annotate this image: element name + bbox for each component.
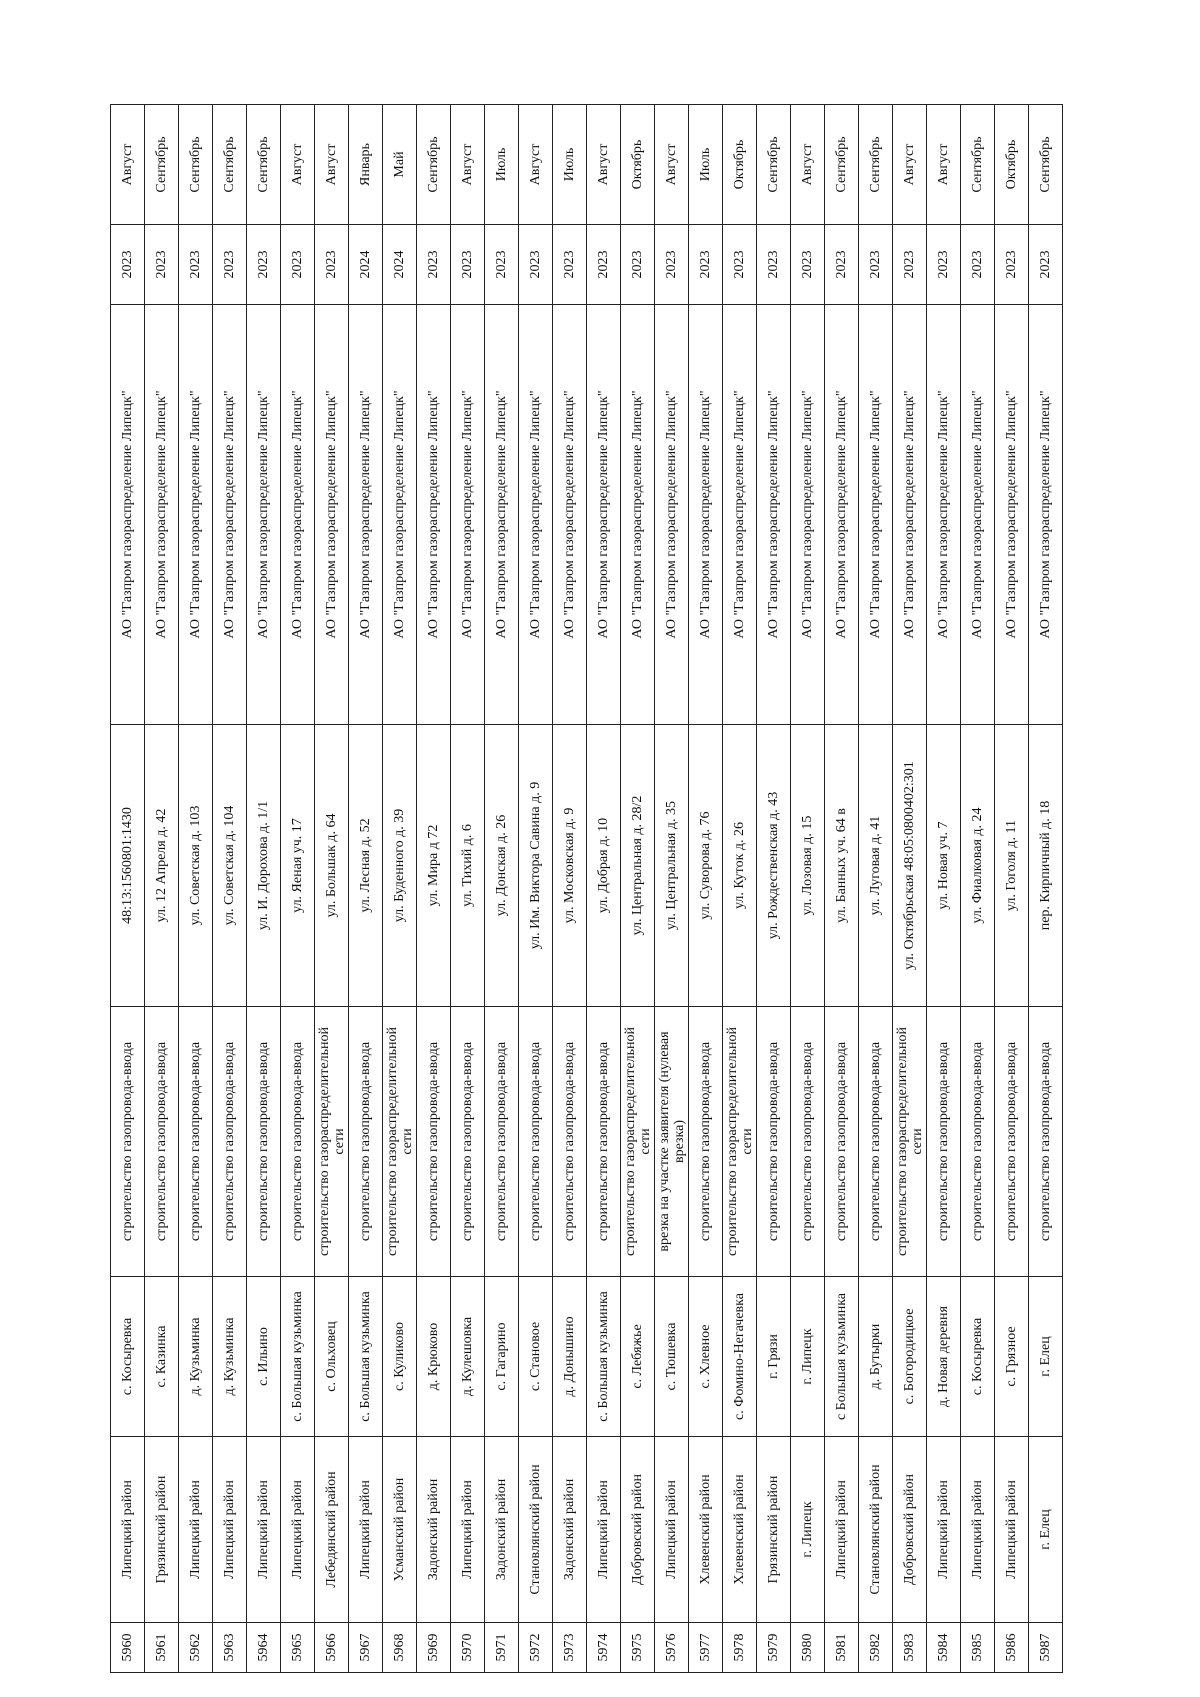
month-cell: Август — [893, 105, 927, 225]
district-cell: Усманский район — [383, 1437, 417, 1623]
address-cell: ул. И. Дорохова д. 1/1 — [247, 725, 281, 1007]
district-cell: Грязинский район — [757, 1437, 791, 1623]
work-type-cell: строительство газопровода-ввода — [519, 1007, 553, 1277]
table-row — [451, 105, 485, 1673]
table-row — [825, 105, 859, 1673]
address-cell: ул. Тихий д. 6 — [451, 725, 485, 1007]
row-number-cell: 5981 — [825, 1623, 859, 1673]
work-type-cell: строительство газопровода-ввода — [961, 1007, 995, 1277]
row-number-cell: 5987 — [1029, 1623, 1063, 1673]
table-row — [587, 105, 621, 1673]
month-cell: Август — [281, 105, 315, 225]
table-row — [757, 105, 791, 1673]
work-type-cell: строительство газопровода-ввода — [825, 1007, 859, 1277]
organization-cell: АО "Газпром газораспределение Липецк" — [485, 305, 519, 725]
district-cell: Задонский район — [417, 1437, 451, 1623]
month-cell: Октябрь — [621, 105, 655, 225]
district-cell: Добровский район — [621, 1437, 655, 1623]
locality-cell: с. Ольховец — [315, 1277, 349, 1437]
locality-cell: с. Большая кузьминка — [281, 1277, 315, 1437]
district-cell: Липецкий район — [825, 1437, 859, 1623]
month-cell: Сентябрь — [961, 105, 995, 225]
address-cell: пер. Кирпичный д. 18 — [1029, 725, 1063, 1007]
address-cell: ул. Рождественская д. 43 — [757, 725, 791, 1007]
row-number-cell: 5983 — [893, 1623, 927, 1673]
work-type-cell: строительство газопровода-ввода — [995, 1007, 1029, 1277]
work-type-cell: строительство газораспределительной сети — [893, 1007, 927, 1277]
district-cell: Грязинский район — [145, 1437, 179, 1623]
row-number-cell: 5976 — [655, 1623, 689, 1673]
district-cell: Лебедянский район — [315, 1437, 349, 1623]
locality-cell: с. Большая кузьминка — [349, 1277, 383, 1437]
locality-cell: с. Ильино — [247, 1277, 281, 1437]
organization-cell: АО "Газпром газораспределение Липецк" — [655, 305, 689, 725]
row-number-cell: 5986 — [995, 1623, 1029, 1673]
table-row — [349, 105, 383, 1673]
month-cell: Август — [927, 105, 961, 225]
row-number-cell: 5973 — [553, 1623, 587, 1673]
row-number-cell: 5982 — [859, 1623, 893, 1673]
table-row — [485, 105, 519, 1673]
organization-cell: АО "Газпром газораспределение Липецк" — [519, 305, 553, 725]
month-cell: Январь — [349, 105, 383, 225]
year-cell: 2023 — [689, 225, 723, 305]
district-cell: Липецкий район — [349, 1437, 383, 1623]
address-cell: ул. Московская д. 9 — [553, 725, 587, 1007]
organization-cell: АО "Газпром газораспределение Липецк" — [791, 305, 825, 725]
table-row — [383, 105, 417, 1673]
year-cell: 2023 — [723, 225, 757, 305]
table-row — [859, 105, 893, 1673]
table-body — [111, 105, 1063, 1673]
row-number-cell: 5961 — [145, 1623, 179, 1673]
organization-cell: АО "Газпром газораспределение Липецк" — [961, 305, 995, 725]
year-cell: 2023 — [451, 225, 485, 305]
row-number-cell: 5964 — [247, 1623, 281, 1673]
organization-cell: АО "Газпром газораспределение Липецк" — [723, 305, 757, 725]
locality-cell: д. Кузьминка — [179, 1277, 213, 1437]
district-cell: Липецкий район — [213, 1437, 247, 1623]
year-cell: 2023 — [315, 225, 349, 305]
row-number-cell: 5972 — [519, 1623, 553, 1673]
table-row — [519, 105, 553, 1673]
address-cell: ул. Луговая д. 41 — [859, 725, 893, 1007]
table-row — [111, 105, 145, 1673]
month-cell: Июль — [485, 105, 519, 225]
work-type-cell: строительство газопровода-ввода — [417, 1007, 451, 1277]
table-row — [281, 105, 315, 1673]
year-cell: 2023 — [893, 225, 927, 305]
organization-cell: АО "Газпром газораспределение Липецк" — [451, 305, 485, 725]
year-cell: 2023 — [281, 225, 315, 305]
year-cell: 2023 — [587, 225, 621, 305]
year-cell: 2023 — [791, 225, 825, 305]
address-cell: ул. Советская д. 103 — [179, 725, 213, 1007]
year-cell: 2023 — [485, 225, 519, 305]
locality-cell: д. Крюково — [417, 1277, 451, 1437]
work-type-cell: строительство газопровода-ввода — [281, 1007, 315, 1277]
table-row — [893, 105, 927, 1673]
district-cell: г. Елец — [1029, 1437, 1063, 1623]
address-cell: ул. 12 Апреля д. 42 — [145, 725, 179, 1007]
month-cell: Август — [451, 105, 485, 225]
organization-cell: АО "Газпром газораспределение Липецк" — [927, 305, 961, 725]
month-cell: Октябрь — [995, 105, 1029, 225]
locality-cell: с. Гагарино — [485, 1277, 519, 1437]
organization-cell: АО "Газпром газораспределение Липецк" — [247, 305, 281, 725]
organization-cell: АО "Газпром газораспределение Липецк" — [383, 305, 417, 725]
table-row — [791, 105, 825, 1673]
work-type-cell: строительство газопровода-ввода — [791, 1007, 825, 1277]
district-cell: Липецкий район — [111, 1437, 145, 1623]
locality-cell: д. Бутырки — [859, 1277, 893, 1437]
table-row — [927, 105, 961, 1673]
address-cell: ул. Мира д 72 — [417, 725, 451, 1007]
month-cell: Август — [111, 105, 145, 225]
table-row — [315, 105, 349, 1673]
row-number-cell: 5968 — [383, 1623, 417, 1673]
year-cell: 2023 — [927, 225, 961, 305]
locality-cell: с. Фомино-Негачевка — [723, 1277, 757, 1437]
row-number-cell: 5971 — [485, 1623, 519, 1673]
organization-cell: АО "Газпром газораспределение Липецк" — [179, 305, 213, 725]
month-cell: Сентябрь — [247, 105, 281, 225]
locality-cell: с. Тюшевка — [655, 1277, 689, 1437]
year-cell: 2023 — [655, 225, 689, 305]
address-cell: ул. Лозовая д. 15 — [791, 725, 825, 1007]
address-cell: ул. Центральная д. 35 — [655, 725, 689, 1007]
locality-cell: с. Казинка — [145, 1277, 179, 1437]
work-type-cell: строительство газораспределительной сети — [723, 1007, 757, 1277]
month-cell: Август — [315, 105, 349, 225]
organization-cell: АО "Газпром газораспределение Липецк" — [621, 305, 655, 725]
year-cell: 2023 — [621, 225, 655, 305]
work-type-cell: строительство газопровода-ввода — [145, 1007, 179, 1277]
district-cell: Хлевенский район — [689, 1437, 723, 1623]
work-type-cell: строительство газопровода-ввода — [485, 1007, 519, 1277]
address-cell: ул. Советская д. 104 — [213, 725, 247, 1007]
organization-cell: АО "Газпром газораспределение Липецк" — [213, 305, 247, 725]
district-cell: Липецкий район — [587, 1437, 621, 1623]
month-cell: Сентябрь — [1029, 105, 1063, 225]
address-cell: ул. Суворова д. 76 — [689, 725, 723, 1007]
year-cell: 2023 — [417, 225, 451, 305]
locality-cell: с. Лебяжье — [621, 1277, 655, 1437]
district-cell: Липецкий район — [179, 1437, 213, 1623]
locality-cell: с. Большая кузьминка — [587, 1277, 621, 1437]
work-type-cell: строительство газопровода-ввода — [757, 1007, 791, 1277]
work-type-cell: врезка на участке заявителя (нулевая врезка) — [655, 1007, 689, 1277]
rotated-table-wrapper — [110, 105, 1063, 1673]
locality-cell: с. Становое — [519, 1277, 553, 1437]
year-cell: 2023 — [825, 225, 859, 305]
month-cell: Август — [519, 105, 553, 225]
address-cell: ул. Большак д. 64 — [315, 725, 349, 1007]
district-cell: Хлевенский район — [723, 1437, 757, 1623]
table-row — [553, 105, 587, 1673]
address-cell: ул. Новая уч. 7 — [927, 725, 961, 1007]
row-number-cell: 5965 — [281, 1623, 315, 1673]
work-type-cell: строительство газопровода-ввода — [553, 1007, 587, 1277]
organization-cell: АО "Газпром газораспределение Липецк" — [417, 305, 451, 725]
organization-cell: АО "Газпром газораспределение Липецк" — [281, 305, 315, 725]
organization-cell: АО "Газпром газораспределение Липецк" — [1029, 305, 1063, 725]
locality-cell: с. Грязное — [995, 1277, 1029, 1437]
table-row — [145, 105, 179, 1673]
address-cell: ул. Им. Виктора Савина д. 9 — [519, 725, 553, 1007]
address-cell: ул. Буденного д. 39 — [383, 725, 417, 1007]
table-row — [961, 105, 995, 1673]
address-cell: ул. Добрая д. 10 — [587, 725, 621, 1007]
year-cell: 2023 — [213, 225, 247, 305]
work-type-cell: строительство газораспределительной сети — [315, 1007, 349, 1277]
month-cell: Сентябрь — [757, 105, 791, 225]
month-cell: Июль — [553, 105, 587, 225]
work-type-cell: строительство газопровода-ввода — [213, 1007, 247, 1277]
gasification-schedule-table — [110, 104, 1063, 1673]
district-cell: Становлянский район — [859, 1437, 893, 1623]
district-cell: Задонский район — [553, 1437, 587, 1623]
locality-cell: с Большая кузьминка — [825, 1277, 859, 1437]
table-row — [995, 105, 1029, 1673]
month-cell: Октябрь — [723, 105, 757, 225]
table-row — [179, 105, 213, 1673]
work-type-cell: строительство газопровода-ввода — [349, 1007, 383, 1277]
month-cell: Сентябрь — [179, 105, 213, 225]
row-number-cell: 5979 — [757, 1623, 791, 1673]
row-number-cell: 5977 — [689, 1623, 723, 1673]
district-cell: Становлянский район — [519, 1437, 553, 1623]
year-cell: 2023 — [553, 225, 587, 305]
table-row — [723, 105, 757, 1673]
district-cell: г. Липецк — [791, 1437, 825, 1623]
month-cell: Июль — [689, 105, 723, 225]
work-type-cell: строительство газораспределительной сети — [621, 1007, 655, 1277]
organization-cell: АО "Газпром газораспределение Липецк" — [689, 305, 723, 725]
month-cell: Сентябрь — [213, 105, 247, 225]
organization-cell: АО "Газпром газораспределение Липецк" — [553, 305, 587, 725]
district-cell: Липецкий район — [281, 1437, 315, 1623]
year-cell: 2024 — [383, 225, 417, 305]
month-cell: Май — [383, 105, 417, 225]
year-cell: 2024 — [349, 225, 383, 305]
row-number-cell: 5962 — [179, 1623, 213, 1673]
locality-cell: с. Хлевное — [689, 1277, 723, 1437]
address-cell: ул. Фиалковая д. 24 — [961, 725, 995, 1007]
year-cell: 2023 — [961, 225, 995, 305]
table-row — [1029, 105, 1063, 1673]
table-row — [621, 105, 655, 1673]
year-cell: 2023 — [519, 225, 553, 305]
address-cell: ул. Донская д. 26 — [485, 725, 519, 1007]
district-cell: Липецкий район — [927, 1437, 961, 1623]
organization-cell: АО "Газпром газораспределение Липецк" — [587, 305, 621, 725]
row-number-cell: 5960 — [111, 1623, 145, 1673]
row-number-cell: 5963 — [213, 1623, 247, 1673]
district-cell: Липецкий район — [451, 1437, 485, 1623]
year-cell: 2023 — [859, 225, 893, 305]
work-type-cell: строительство газопровода-ввода — [1029, 1007, 1063, 1277]
locality-cell: г. Липецк — [791, 1277, 825, 1437]
year-cell: 2023 — [247, 225, 281, 305]
row-number-cell: 5974 — [587, 1623, 621, 1673]
year-cell: 2023 — [111, 225, 145, 305]
organization-cell: АО "Газпром газораспределение Липецк" — [893, 305, 927, 725]
locality-cell: г. Елец — [1029, 1277, 1063, 1437]
month-cell: Август — [791, 105, 825, 225]
work-type-cell: строительство газопровода-ввода — [859, 1007, 893, 1277]
address-cell: ул. Октябрьская 48:05:0800402:301 — [893, 725, 927, 1007]
row-number-cell: 5969 — [417, 1623, 451, 1673]
locality-cell: д. Новая деревня — [927, 1277, 961, 1437]
address-cell: 48:13:1560801:1430 — [111, 725, 145, 1007]
locality-cell: с. Косыревка — [961, 1277, 995, 1437]
row-number-cell: 5978 — [723, 1623, 757, 1673]
work-type-cell: строительство газопровода-ввода — [451, 1007, 485, 1277]
work-type-cell: строительство газопровода-ввода — [689, 1007, 723, 1277]
locality-cell: д. Кулешовка — [451, 1277, 485, 1437]
locality-cell: с. Богородицкое — [893, 1277, 927, 1437]
address-cell: ул. Куток д. 26 — [723, 725, 757, 1007]
row-number-cell: 5985 — [961, 1623, 995, 1673]
locality-cell: г. Грязи — [757, 1277, 791, 1437]
table-row — [417, 105, 451, 1673]
table-row — [689, 105, 723, 1673]
month-cell: Сентябрь — [417, 105, 451, 225]
table-row — [213, 105, 247, 1673]
address-cell: ул. Гоголя д. 11 — [995, 725, 1029, 1007]
district-cell: Добровский район — [893, 1437, 927, 1623]
work-type-cell: строительство газопровода-ввода — [927, 1007, 961, 1277]
district-cell: Липецкий район — [995, 1437, 1029, 1623]
table-row — [655, 105, 689, 1673]
year-cell: 2023 — [1029, 225, 1063, 305]
work-type-cell: строительство газопровода-ввода — [587, 1007, 621, 1277]
row-number-cell: 5984 — [927, 1623, 961, 1673]
month-cell: Сентябрь — [145, 105, 179, 225]
month-cell: Сентябрь — [859, 105, 893, 225]
month-cell: Август — [587, 105, 621, 225]
address-cell: ул. Банных уч. 64 в — [825, 725, 859, 1007]
year-cell: 2023 — [995, 225, 1029, 305]
organization-cell: АО "Газпром газораспределение Липецк" — [995, 305, 1029, 725]
work-type-cell: строительство газораспределительной сети — [383, 1007, 417, 1277]
district-cell: Липецкий район — [961, 1437, 995, 1623]
organization-cell: АО "Газпром газораспределение Липецк" — [859, 305, 893, 725]
organization-cell: АО "Газпром газораспределение Липецк" — [757, 305, 791, 725]
locality-cell: д. Донышино — [553, 1277, 587, 1437]
table-row — [247, 105, 281, 1673]
locality-cell: с. Куликово — [383, 1277, 417, 1437]
locality-cell: д. Кузьминка — [213, 1277, 247, 1437]
organization-cell: АО "Газпром газораспределение Липецк" — [111, 305, 145, 725]
address-cell: ул. Центральная д. 28/2 — [621, 725, 655, 1007]
locality-cell: с. Косыревка — [111, 1277, 145, 1437]
year-cell: 2023 — [179, 225, 213, 305]
row-number-cell: 5966 — [315, 1623, 349, 1673]
month-cell: Август — [655, 105, 689, 225]
year-cell: 2023 — [145, 225, 179, 305]
district-cell: Задонский район — [485, 1437, 519, 1623]
work-type-cell: строительство газопровода-ввода — [179, 1007, 213, 1277]
work-type-cell: строительство газопровода-ввода — [111, 1007, 145, 1277]
row-number-cell: 5970 — [451, 1623, 485, 1673]
address-cell: ул. Лесная д. 52 — [349, 725, 383, 1007]
address-cell: ул. Яеная уч. 17 — [281, 725, 315, 1007]
year-cell: 2023 — [757, 225, 791, 305]
row-number-cell: 5980 — [791, 1623, 825, 1673]
month-cell: Сентябрь — [825, 105, 859, 225]
organization-cell: АО "Газпром газораспределение Липецк" — [315, 305, 349, 725]
row-number-cell: 5967 — [349, 1623, 383, 1673]
row-number-cell: 5975 — [621, 1623, 655, 1673]
district-cell: Липецкий район — [655, 1437, 689, 1623]
work-type-cell: строительство газопровода-ввода — [247, 1007, 281, 1277]
organization-cell: АО "Газпром газораспределение Липецк" — [349, 305, 383, 725]
district-cell: Липецкий район — [247, 1437, 281, 1623]
organization-cell: АО "Газпром газораспределение Липецк" — [145, 305, 179, 725]
organization-cell: АО "Газпром газораспределение Липецк" — [825, 305, 859, 725]
